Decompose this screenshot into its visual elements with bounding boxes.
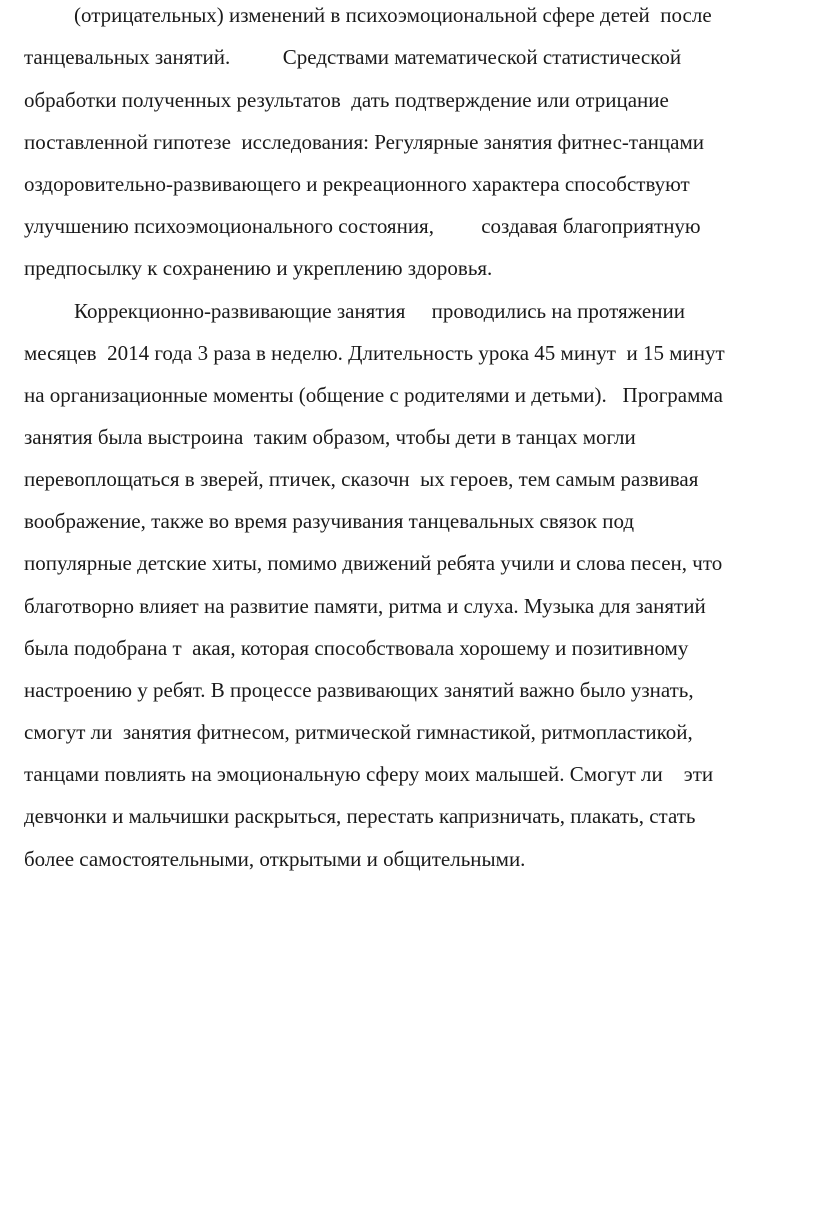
text-line: улучшению психоэмоционального состояния, создавая благоприятную: [24, 214, 701, 238]
text-line: девчонки и мальчишки раскрыться, перестать капризничать, плакать, стать: [24, 804, 696, 828]
text-line: оздоровительно-развивающего и рекреационного характера способствуют: [24, 172, 690, 196]
text-line: (отрицательных) изменений в психоэмоциональной сфере детей после: [74, 3, 712, 27]
text-line: занятия была выстроина таким образом, чтобы дети в танцах могли: [24, 425, 636, 449]
text-line: обработки полученных результатов дать подтверждение или отрицание: [24, 88, 669, 112]
text-line: воображение, также во время разучивания танцевальных связок под: [24, 509, 635, 533]
text-line: Коррекционно-развивающие занятия проводились на протяжении: [74, 299, 685, 323]
text-line: смогут ли занятия фитнесом, ритмической гимнастикой, ритмопластикой,: [24, 720, 693, 744]
text-line: популярные детские хиты, помимо движений ребята учили и слова песен, что: [24, 551, 723, 575]
text-line: благотворно влияет на развитие памяти, ритма и слуха. Музыка для занятий: [24, 594, 706, 618]
text-line: месяцев 2014 года 3 раза в неделю. Длительность урока 45 минут и 15 минут: [24, 341, 725, 365]
text-line: танцевальных занятий. Средствами математической статистической: [24, 45, 682, 69]
text-line: более самостоятельными, открытыми и общительными.: [24, 847, 526, 871]
text-line: была подобрана т акая, которая способствовала хорошему и позитивному: [24, 636, 689, 660]
text-line: танцами повлиять на эмоциональную сферу моих малышей. Смогут ли эти: [24, 762, 714, 786]
text-line: предпосылку к сохранению и укреплению здоровья.: [24, 256, 493, 280]
text-line: перевоплощаться в зверей, птичек, сказочн ых героев, тем самым развивая: [24, 467, 699, 491]
text-line: настроению у ребят. В процессе развивающих занятий важно было узнать,: [24, 678, 694, 702]
text-line: поставленной гипотезе исследования: Регулярные занятия фитнес-танцами: [24, 130, 704, 154]
text-line: на организационные моменты (общение с родителями и детьми). Программа: [24, 383, 723, 407]
